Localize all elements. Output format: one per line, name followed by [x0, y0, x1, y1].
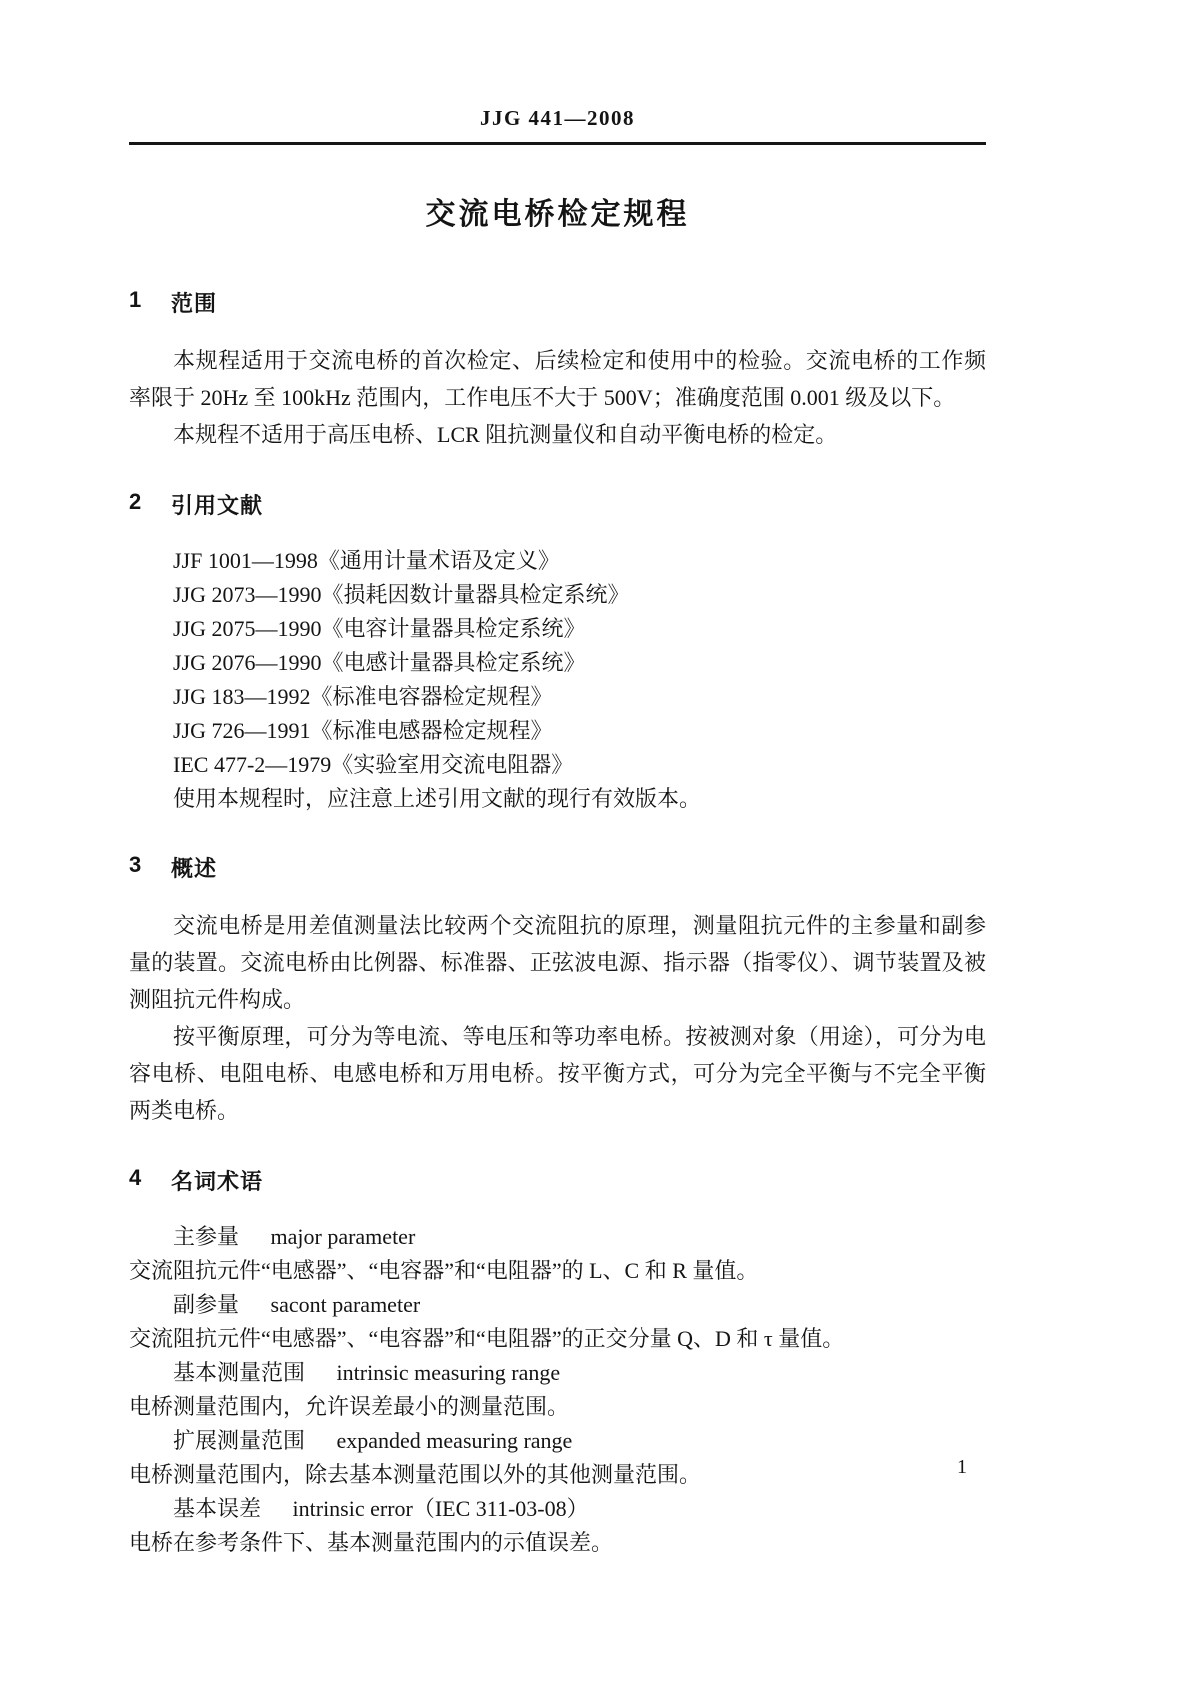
- page-number: 1: [957, 1456, 967, 1478]
- section-number: 3: [129, 852, 143, 877]
- term-definition: 电桥测量范围内，除去基本测量范围以外的其他测量范围。: [129, 1462, 702, 1487]
- term-english: intrinsic error（IEC 311-03-08）: [292, 1496, 589, 1521]
- reference-item: JJG 183—1992《标准电容器检定规程》: [173, 684, 553, 709]
- paragraph: 按平衡原理，可分为等电流、等电压和等功率电桥。按被测对象（用途），可分为电容电桥、电阻电桥、电感电桥和万用电桥。按平衡方式，可分为完全平衡与不完全平衡两类电桥。: [129, 1024, 986, 1123]
- section-title: 概述: [171, 856, 218, 881]
- document-title: 交流电桥检定规程: [425, 198, 690, 231]
- paragraph: 本规程适用于交流电桥的首次检定、后续检定和使用中的检验。交流电桥的工作频率限于 20Hz 至 100kHz 范围内，工作电压不大于 500V；准确度范围 0.001 级及以下。: [129, 348, 986, 410]
- term-chinese: 基本误差: [173, 1496, 262, 1521]
- paragraph: 交流电桥是用差值测量法比较两个交流阻抗的原理，测量阻抗元件的主参量和副参量的装置。交流电桥由比例器、标准器、正弦波电源、指示器（指零仪）、调节装置及被测阻抗元件构成。: [129, 913, 986, 1012]
- term-chinese: 扩展测量范围: [173, 1428, 306, 1453]
- term-line: [129, 1288, 986, 1322]
- reference-note: 使用本规程时，应注意上述引用文献的现行有效版本。: [173, 786, 702, 811]
- term-chinese: 基本测量范围: [173, 1360, 306, 1385]
- reference-item: JJG 726—1991《标准电感器检定规程》: [173, 718, 553, 743]
- term-line: [129, 1424, 986, 1458]
- document-header: [129, 106, 986, 145]
- section-title: 范围: [171, 291, 218, 316]
- term-english: major parameter: [270, 1224, 416, 1249]
- term-line: [129, 1356, 986, 1390]
- reference-item: JJG 2073—1990《损耗因数计量器具检定系统》: [173, 582, 630, 607]
- term-definition: 交流阻抗元件“电感器”、“电容器”和“电阻器”的 L、C 和 R 量值。: [129, 1258, 759, 1283]
- term-line: [129, 1220, 986, 1254]
- section-references: [129, 489, 986, 816]
- term-english: intrinsic measuring range: [336, 1360, 561, 1385]
- term-english: expanded measuring range: [336, 1428, 573, 1453]
- paragraph: 本规程不适用于高压电桥、LCR 阻抗测量仪和自动平衡电桥的检定。: [173, 422, 838, 447]
- section-number: 1: [129, 287, 143, 312]
- section-heading-references: [129, 489, 986, 520]
- doc-number: JJG 441—2008: [479, 106, 636, 130]
- section-terminology: [129, 1165, 986, 1560]
- section-scope: [129, 287, 986, 453]
- section-heading-terminology: [129, 1165, 986, 1196]
- reference-item: JJF 1001—1998《通用计量术语及定义》: [173, 548, 560, 573]
- reference-item: JJG 2076—1990《电感计量器具检定系统》: [173, 650, 586, 675]
- reference-item: IEC 477-2—1979《实验室用交流电阻器》: [173, 752, 574, 777]
- term-chinese: 副参量: [173, 1292, 240, 1317]
- section-overview: [129, 852, 986, 1129]
- section-number: 2: [129, 489, 143, 514]
- term-chinese: 主参量: [173, 1224, 240, 1249]
- term-definition: 电桥测量范围内，允许误差最小的测量范围。: [129, 1394, 570, 1419]
- term-line: [129, 1492, 986, 1526]
- section-heading-scope: [129, 287, 986, 318]
- section-title: 引用文献: [171, 493, 264, 518]
- reference-item: JJG 2075—1990《电容计量器具检定系统》: [173, 616, 586, 641]
- term-english: sacont parameter: [270, 1292, 421, 1317]
- section-number: 4: [129, 1165, 143, 1190]
- section-title: 名词术语: [171, 1169, 264, 1194]
- term-definition: 交流阻抗元件“电感器”、“电容器”和“电阻器”的正交分量 Q、D 和 τ 量值。: [129, 1326, 845, 1351]
- term-definition: 电桥在参考条件下、基本测量范围内的示值误差。: [129, 1530, 614, 1555]
- header-rule: [129, 142, 986, 145]
- section-heading-overview: [129, 852, 986, 883]
